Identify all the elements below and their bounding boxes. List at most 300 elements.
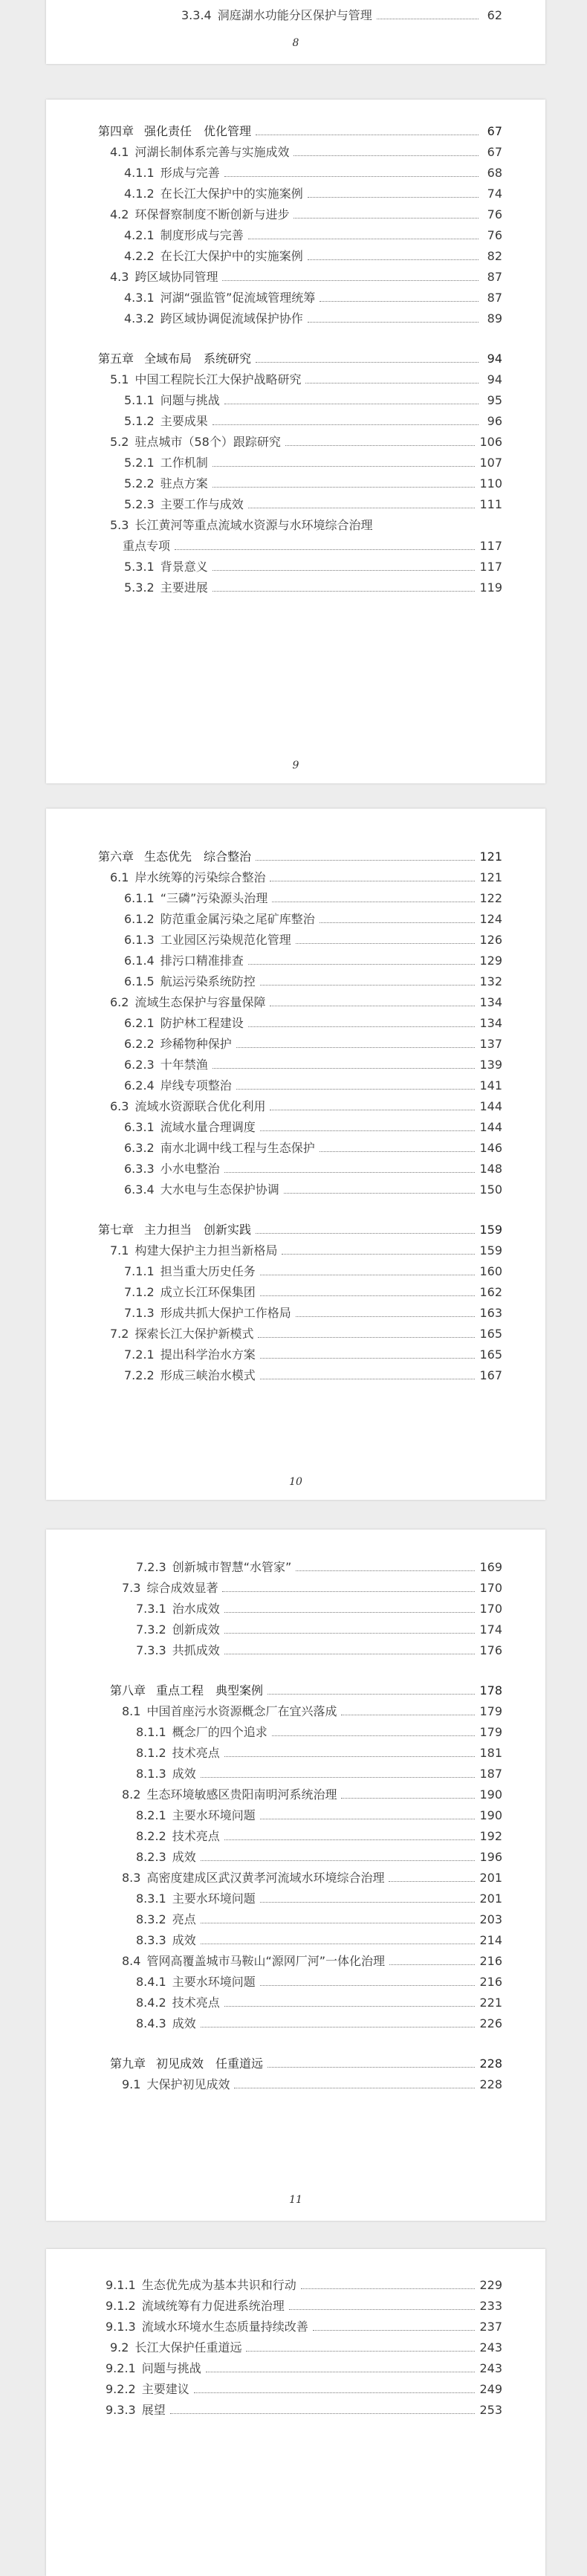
toc-page-ref: 192 (479, 1829, 502, 1843)
toc-entry-title: 中国工程院长江大保护战略研究 (134, 372, 302, 386)
toc-entry-label (124, 1015, 244, 1032)
toc-entry[interactable] (46, 367, 545, 388)
toc-entry[interactable] (46, 865, 545, 886)
toc-entry-label (124, 1347, 256, 1363)
toc-entry-title: 防护林工程建设 (160, 1016, 244, 1030)
toc-entry[interactable] (46, 1741, 545, 1761)
toc-page-ref: 233 (479, 2299, 502, 2313)
dot-leader (213, 487, 476, 488)
toc-entry-title: 主要进展 (160, 580, 208, 595)
toc-entry-label (106, 2360, 201, 2377)
toc-entry[interactable] (46, 181, 545, 202)
toc-entry-number: 5.3.2 (124, 580, 155, 595)
dot-leader (194, 2392, 476, 2393)
toc-entry[interactable] (46, 928, 545, 948)
toc-entry-title: 技术亮点 (172, 1829, 220, 1843)
toc-entry-title: 流域水量合理调度 (160, 1120, 256, 1134)
toc-entry-label (124, 227, 244, 244)
dot-leader (296, 1316, 476, 1317)
toc-entry[interactable] (46, 223, 545, 244)
toc-entry[interactable] (46, 969, 545, 990)
toc-entry-title: 探索长江大保护新模式 (134, 1327, 254, 1341)
toc-chapter-entry[interactable] (46, 1217, 545, 1238)
chapter-gap (46, 1659, 545, 1678)
dot-leader (308, 197, 479, 198)
toc-entry[interactable] (46, 285, 545, 306)
toc-entry-number: 第六章 (98, 850, 134, 864)
toc-page-ref: 89 (487, 311, 502, 326)
toc-entry[interactable] (46, 450, 545, 471)
toc-entry-title: 主要建议 (141, 2382, 189, 2396)
toc-entry-title: 排污口精准排查 (160, 954, 244, 968)
toc-entry-number: 6.3.3 (124, 1162, 155, 1176)
toc-entry-number: 7.3.2 (136, 1622, 166, 1637)
toc-entry-title: 概念厂的四个追求 (172, 1725, 267, 1739)
toc-entry-title: 主要水环境问题 (172, 1808, 256, 1822)
toc-entry-number: 4.3.2 (124, 311, 155, 326)
toc-entry-title: 南水北调中线工程与生态保护 (160, 1141, 315, 1155)
toc-entry-number: 4.1.1 (124, 166, 155, 180)
toc-entry-number: 8.2.1 (136, 1808, 166, 1822)
toc-entry-label (124, 1036, 232, 1052)
toc-entry[interactable] (46, 1259, 545, 1280)
toc-entry-number: 6.1.5 (124, 974, 155, 988)
toc-entry-title: 航运污染系统防控 (160, 974, 256, 988)
toc-page-ref: 196 (479, 1850, 502, 1864)
toc-entry-label (98, 1222, 251, 1238)
toc-entry-title: 中国首座污水资源概念厂在宜兴落成 (146, 1704, 337, 1718)
toc-entry-number: 5.1 (110, 372, 129, 386)
toc-entry[interactable] (46, 990, 545, 1011)
toc-entry[interactable] (46, 492, 545, 513)
toc-page-ref: 87 (487, 270, 502, 284)
toc-entry-label (124, 1140, 315, 1156)
toc-entry-label (136, 1932, 196, 1949)
toc-entry-number: 3.3.4 (181, 8, 212, 22)
toc-entry[interactable] (46, 1928, 545, 1949)
toc-entry-label (124, 248, 303, 265)
toc-entry-title: 跨区域协同管理 (134, 270, 218, 284)
dot-leader (313, 2330, 476, 2331)
dot-leader (284, 1193, 476, 1194)
toc-entry-label (124, 311, 303, 327)
dot-leader (175, 549, 475, 550)
toc-entry-label (106, 2277, 296, 2294)
toc-entry-number: 6.1.1 (124, 891, 155, 905)
toc-page-ref: 126 (479, 933, 502, 947)
toc-entry-number: 9.2 (110, 2340, 129, 2355)
toc-page-ref: 201 (479, 1871, 502, 1885)
toc-entry[interactable] (46, 1970, 545, 1990)
dot-leader (320, 1151, 476, 1152)
dot-leader (222, 280, 479, 281)
toc-chapter-entry[interactable] (46, 844, 545, 865)
toc-entry[interactable] (46, 244, 545, 265)
dot-leader (224, 1839, 476, 1840)
toc-entry-label (110, 144, 289, 161)
toc-entry-label (124, 186, 303, 202)
toc-entry-number: 8.1.2 (136, 1746, 166, 1760)
toc-page-ref: 119 (479, 580, 502, 595)
toc-page-ref: 179 (479, 1704, 502, 1718)
toc-entry[interactable] (46, 265, 545, 285)
toc-entry-title: 主要水环境问题 (172, 1975, 256, 1989)
toc-page-ref: 74 (487, 187, 502, 201)
toc-entry-number: 5.3.1 (124, 560, 155, 574)
toc-entry-label (124, 455, 208, 471)
toc-entry[interactable] (46, 1238, 545, 1259)
toc-entry[interactable] (46, 1321, 545, 1342)
toc-entry[interactable] (46, 1094, 545, 1115)
toc-entry-title: 珍稀物种保护 (160, 1037, 232, 1051)
toc-entry[interactable] (46, 1949, 545, 1970)
toc-entry[interactable] (46, 1617, 545, 1638)
dot-leader (213, 466, 476, 467)
toc-page-ref: 162 (479, 1285, 502, 1299)
toc-entry-number: 4.2 (110, 207, 129, 221)
toc-entry-title: 成效 (172, 1933, 196, 1947)
toc-entry[interactable] (46, 534, 545, 554)
toc-entry[interactable] (46, 1824, 545, 1845)
toc-entry-label (110, 994, 265, 1011)
toc-entry-number: 7.3.1 (136, 1602, 166, 1616)
toc-entry-title: 岸水统筹的污染综合整治 (134, 870, 266, 884)
dot-leader (294, 218, 479, 219)
toc-entry[interactable] (46, 409, 545, 430)
toc-entry-label (122, 1787, 337, 1803)
toc-entry[interactable] (46, 1907, 545, 1928)
toc-entry-number: 第九章 (110, 2056, 146, 2071)
toc-entry[interactable] (46, 471, 545, 492)
toc-entry-title: 岸线专项整治 (160, 1078, 232, 1093)
toc-chapter-entry[interactable] (46, 119, 545, 140)
toc-entry-title: 流域水资源联合优化利用 (134, 1099, 266, 1113)
toc-entry-number: 6.3.4 (124, 1182, 155, 1197)
toc-entry[interactable] (46, 1073, 545, 1094)
toc-page-ref: 94 (487, 372, 502, 386)
toc-entry-title: 问题与挑战 (141, 2361, 201, 2375)
dot-leader (222, 1591, 475, 1592)
toc-entry[interactable] (46, 2335, 545, 2356)
dot-leader (272, 1735, 476, 1736)
toc-entry[interactable] (46, 886, 545, 907)
page-number: 11 (289, 2194, 302, 2206)
dot-leader (246, 2351, 475, 2352)
dot-leader (248, 1026, 476, 1027)
dot-leader (260, 1902, 476, 1903)
dot-leader (256, 860, 475, 861)
toc-entry[interactable] (46, 1720, 545, 1741)
toc-entry-label (106, 2381, 189, 2398)
toc-page-ref: 181 (479, 1746, 502, 1760)
toc-entry-number: 7.2 (110, 1327, 129, 1341)
dot-leader (236, 1089, 476, 1090)
toc-entry-label (136, 1891, 256, 1907)
toc-entry-number: 6.1.3 (124, 933, 155, 947)
toc-entry-title: 强化责任 优化管理 (144, 124, 252, 138)
toc-entry-title: 成效 (172, 2016, 196, 2030)
toc-entry-number: 9.1.1 (106, 2278, 136, 2292)
toc-list (46, 1555, 545, 2093)
dot-leader (267, 2067, 475, 2068)
toc-entry-number: 6.2 (110, 995, 129, 1009)
toc-entry[interactable] (46, 2072, 545, 2093)
toc-entry[interactable] (46, 2011, 545, 2032)
toc-entry-number: 5.2.2 (124, 476, 155, 491)
toc-page-ref: 76 (487, 228, 502, 242)
dot-leader (213, 1068, 476, 1069)
toc-page-ref: 144 (479, 1099, 502, 1113)
toc-entry[interactable] (46, 1782, 545, 1803)
toc-entry[interactable] (46, 1699, 545, 1720)
dot-leader (260, 1985, 476, 1986)
toc-entry-label (110, 1326, 253, 1342)
toc-entry-label (136, 1559, 291, 1576)
toc-entry-title: 构建大保护主力担当新格局 (134, 1243, 278, 1258)
toc-entry[interactable] (46, 1845, 545, 1865)
toc-entry-title: 主要工作与成效 (160, 497, 244, 511)
toc-entry-label (124, 1078, 232, 1094)
toc-entry[interactable] (46, 430, 545, 450)
toc-entry-number: 8.4.1 (136, 1975, 166, 1989)
toc-entry[interactable] (46, 3, 545, 24)
toc-chapter-entry[interactable] (46, 346, 545, 367)
toc-entry-label (124, 413, 208, 430)
toc-page-ref: 148 (479, 1162, 502, 1176)
toc-page-ref: 150 (479, 1182, 502, 1197)
toc-page-ref: 110 (479, 476, 502, 491)
toc-entry-title: 工业园区污染规范化管理 (160, 933, 291, 947)
toc-entry[interactable] (46, 202, 545, 223)
chapter-gap (46, 1198, 545, 1217)
toc-entry[interactable] (46, 907, 545, 928)
toc-page-ref: 67 (487, 124, 502, 138)
toc-entry-number: 7.1.1 (124, 1264, 155, 1278)
toc-entry[interactable] (46, 161, 545, 181)
toc-page-ref: 249 (479, 2382, 502, 2396)
toc-entry-title: 重点专项 (123, 539, 171, 553)
toc-entry-number: 6.3.2 (124, 1141, 155, 1155)
toc-entry[interactable] (46, 2356, 545, 2377)
toc-entry[interactable] (46, 1576, 545, 1596)
toc-entry[interactable] (46, 1280, 545, 1301)
toc-entry[interactable] (46, 1156, 545, 1177)
toc-entry-label (136, 1745, 220, 1761)
dot-leader (201, 2027, 476, 2028)
toc-page-ref: 203 (479, 1912, 502, 1926)
toc-entry-number: 8.1 (122, 1704, 141, 1718)
toc-entry-title: 成立长江环保集团 (160, 1285, 256, 1299)
toc-entry[interactable] (46, 1886, 545, 1907)
toc-entry-title: 防范重金属污染之尾矿库整治 (160, 912, 315, 926)
toc-entry-label (106, 2298, 285, 2314)
toc-entry-number: 6.2.4 (124, 1078, 155, 1093)
toc-entry-number: 第八章 (110, 1683, 146, 1698)
toc-entry-label (106, 2319, 308, 2335)
toc-entry-title: 大保护初见成效 (146, 2077, 230, 2091)
toc-entry[interactable] (46, 2294, 545, 2314)
toc-page-ref: 221 (479, 1996, 502, 2010)
dot-leader (260, 1130, 476, 1131)
toc-entry-title: 成效 (172, 1850, 196, 1864)
toc-entry-title: 河湖长制体系完善与实施成效 (134, 145, 290, 159)
toc-entry-label (136, 1974, 256, 1990)
toc-entry[interactable] (46, 1301, 545, 1321)
toc-entry[interactable] (46, 1115, 545, 1136)
toc-entry[interactable] (46, 513, 545, 534)
toc-entry[interactable] (46, 1803, 545, 1824)
toc-page-ref: 121 (479, 850, 502, 864)
toc-entry-title: 技术亮点 (172, 1996, 220, 2010)
toc-entry[interactable] (46, 1363, 545, 1384)
dot-leader (320, 922, 476, 923)
toc-entry[interactable] (46, 1555, 545, 1576)
toc-entry[interactable] (46, 948, 545, 969)
toc-page-ref: 165 (479, 1347, 502, 1362)
dot-leader (308, 322, 479, 323)
dot-leader (213, 424, 479, 425)
toc-entry-number: 8.2 (122, 1787, 141, 1802)
toc-entry-label (124, 1284, 256, 1301)
toc-entry-title: 河湖“强监管”促流域管理统筹 (160, 291, 316, 305)
toc-entry-label (124, 974, 256, 990)
page-number: 9 (292, 760, 299, 771)
toc-entry-title: 形成与完善 (160, 166, 220, 180)
toc-entry-number: 6.2.2 (124, 1037, 155, 1051)
toc-entry-title: 大水电与生态保护协调 (160, 1182, 279, 1197)
toc-entry[interactable] (46, 388, 545, 409)
toc-entry[interactable] (46, 1865, 545, 1886)
toc-entry-label (124, 580, 208, 596)
toc-entry[interactable] (46, 306, 545, 327)
toc-list (46, 2273, 545, 2418)
toc-entry[interactable] (46, 1136, 545, 1156)
toc-chapter-entry[interactable] (46, 2051, 545, 2072)
toc-entry-title: 提出科学治水方案 (160, 1347, 256, 1362)
toc-entry-title: 跨区域协调促流域保护协作 (160, 311, 303, 326)
toc-page-ref: 67 (487, 145, 502, 159)
toc-page-ref: 216 (479, 1954, 502, 1968)
dot-leader (296, 1570, 475, 1571)
dot-leader (170, 2413, 476, 2414)
toc-entry[interactable] (46, 1342, 545, 1363)
toc-entry[interactable] (46, 575, 545, 596)
toc-entry-number: 5.2 (110, 435, 129, 449)
toc-entry-title: “三磷”污染源头治理 (160, 891, 268, 905)
dot-leader (296, 943, 476, 944)
toc-entry[interactable] (46, 140, 545, 161)
toc-entry-number: 4.3 (110, 270, 129, 284)
toc-entry-title: 高密度建成区武汉黄孝河流域水环境综合治理 (146, 1871, 385, 1885)
toc-entry[interactable] (46, 1596, 545, 1617)
dot-leader (389, 1881, 475, 1882)
toc-entry-number: 4.1 (110, 145, 129, 159)
toc-entry-label (110, 434, 281, 450)
toc-page-ref: 111 (479, 497, 502, 511)
toc-entry[interactable] (46, 2398, 545, 2418)
chapter-gap (46, 327, 545, 346)
toc-page-ref: 137 (479, 1037, 502, 1051)
toc-entry[interactable] (46, 554, 545, 575)
toc-entry-label (98, 849, 251, 865)
toc-page-ref: 124 (479, 912, 502, 926)
toc-entry-label (124, 1161, 220, 1177)
toc-entry-title: 创新成效 (172, 1622, 220, 1637)
toc-entry-number: 8.1.3 (136, 1767, 166, 1781)
toc-entry-label (136, 1849, 196, 1865)
toc-entry-number: 第七章 (98, 1223, 134, 1237)
toc-entry[interactable] (46, 1052, 545, 1073)
toc-page-ref: 146 (479, 1141, 502, 1155)
toc-page-ref: 68 (487, 166, 502, 180)
toc-entry[interactable] (46, 2377, 545, 2398)
toc-entry-label (136, 1601, 220, 1617)
toc-entry[interactable] (46, 1761, 545, 1782)
toc-entry-title: 综合成效显著 (146, 1581, 218, 1595)
toc-entry-label (98, 123, 251, 140)
toc-entry-number: 4.2.2 (124, 249, 155, 263)
dot-leader (201, 1860, 476, 1861)
toc-entry-label (122, 1870, 384, 1886)
toc-entry-label (122, 2077, 230, 2093)
toc-entry[interactable] (46, 2314, 545, 2335)
toc-entry-label (124, 1305, 291, 1321)
toc-entry-number: 9.2.1 (106, 2361, 136, 2375)
toc-entry[interactable] (46, 1032, 545, 1052)
toc-page-ref: 163 (479, 1306, 502, 1320)
dot-leader (341, 1798, 475, 1799)
toc-entry-label (136, 1808, 256, 1824)
toc-page-ref: 87 (487, 291, 502, 305)
toc-entry[interactable] (46, 1990, 545, 2011)
toc-page-ref: 170 (479, 1602, 502, 1616)
toc-entry-number: 8.3.2 (136, 1912, 166, 1926)
toc-chapter-entry[interactable] (46, 1678, 545, 1699)
toc-entry-label (124, 911, 315, 928)
toc-page-ref: 226 (479, 2016, 502, 2030)
toc-entry-label (122, 1703, 337, 1720)
toc-entry-title: 流域水环境水生态质量持续改善 (141, 2320, 308, 2334)
dot-leader (224, 1172, 476, 1173)
toc-entry-number: 8.2.3 (136, 1850, 166, 1864)
toc-page-ref: 122 (479, 891, 502, 905)
toc-entry-number: 6.1 (110, 870, 129, 884)
toc-entry-label (124, 1057, 208, 1073)
toc-page-ref: 165 (479, 1327, 502, 1341)
toc-entry-number: 4.1.2 (124, 187, 155, 201)
toc-entry-label (123, 538, 170, 554)
toc-entry-label (124, 290, 315, 306)
toc-page-ref: 243 (479, 2361, 502, 2375)
toc-entry-number: 4.3.1 (124, 291, 155, 305)
toc-entry[interactable] (46, 1638, 545, 1659)
toc-entry[interactable] (46, 1177, 545, 1198)
toc-page-ref: 167 (479, 1368, 502, 1382)
toc-page-ref: 95 (487, 393, 502, 407)
toc-entry-number: 5.2.1 (124, 456, 155, 470)
toc-entry-number: 8.4.2 (136, 1996, 166, 2010)
toc-entry-label (124, 953, 244, 969)
toc-page-ref: 134 (479, 995, 502, 1009)
toc-page-ref: 253 (479, 2403, 502, 2417)
toc-entry[interactable] (46, 2273, 545, 2294)
dot-leader (256, 1233, 475, 1234)
toc-entry-title: 重点工程 典型案例 (156, 1683, 264, 1698)
toc-entry[interactable] (46, 1011, 545, 1032)
dot-leader (260, 1295, 476, 1296)
toc-page-ref: 106 (479, 435, 502, 449)
toc-entry-label (110, 372, 301, 388)
